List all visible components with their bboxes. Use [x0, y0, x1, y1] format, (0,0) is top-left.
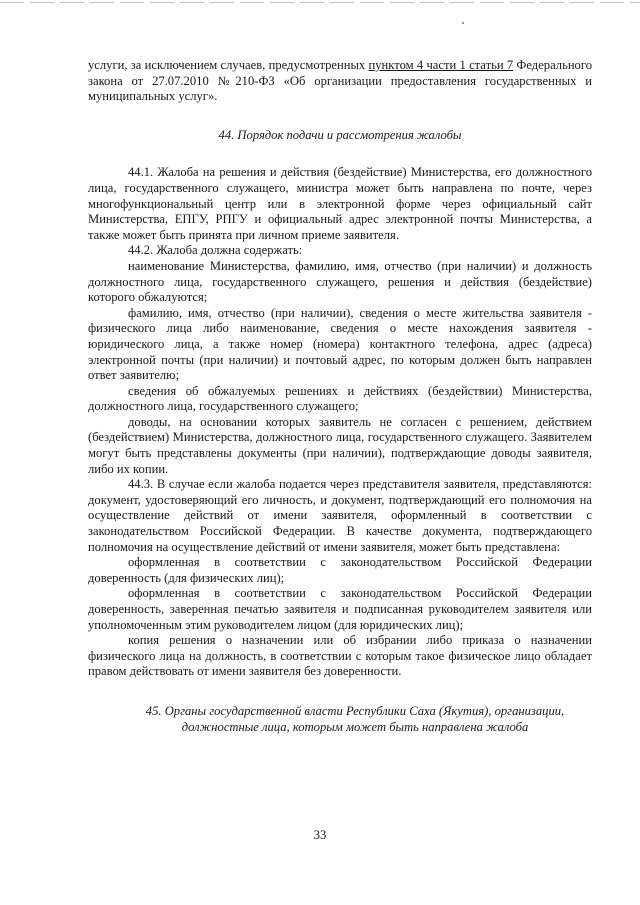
list-item-44-3-legal-entity: оформленная в соответствии с законодательством Российской Федерации доверенность, заверенная печатью заявителя и подписанная руководителем заявителя или уполномоченным этим руководителем лицом (для юридических лиц); [88, 586, 592, 632]
scan-speck [462, 22, 464, 24]
page-number: 33 [313, 828, 327, 842]
list-item-44-2-decisions: сведения об обжалуемых решениях и действиях (бездействии) Министерства, должностного лица, государственного служащего; [88, 383, 592, 414]
document-body [88, 58, 592, 735]
paragraph-44-1: 44.1. Жалоба на решения и действия (бездействие) Министерства, его должностного лица, государственного служащего, министра может быть направлена по почте, через многофункциональный центр или в электронной форме через официальный сайт Министерства, ЕПГУ, РПГУ и официальный адрес электронной почты Министерства, а также может быть принята при личном приеме заявителя. [88, 165, 592, 242]
paragraph-44-2: 44.2. Жалоба должна содержать: [128, 243, 303, 258]
paragraph-44-3: 44.3. В случае если жалоба подается через представителя заявителя, представляются: документ, удостоверяющий его личность, и документ, подтверждающий его полномочия на осуществление действий от имени заявителя, оформленный в соответствии с законодательством Российской Федерации. В качестве документа, подтверждающего полномочия на осуществление действий от имени заявителя, может быть представлена: [88, 477, 592, 554]
list-item-44-2-applicant: фамилию, имя, отчество (при наличии), сведения о месте жительства заявителя - физического лица либо наименование, сведения о месте нахождения заявителя - юридического лица, а также номер (номера) контактного телефона, адрес (адреса) электронной почты (при наличии) и почтовый адрес, по которым должен быть направлен ответ заявителю; [88, 305, 592, 383]
law-reference-link[interactable]: пунктом 4 части 1 статьи 7 [368, 58, 514, 72]
section-45-heading: 45. Органы государственной власти Республики Саха (Якутия), организации, должностные лица, которым может быть направлена жалоба [145, 703, 565, 734]
list-item-44-2-name: наименование Министерства, фамилию, имя, отчество (при наличии) и должность должностного лица, государственного служащего, решения и действия (бездействие) которого обжалуются; [88, 258, 592, 305]
intro-text-start: услуги, за исключением случаев, предусмотренных [88, 58, 369, 72]
list-item-44-3-appointment: копия решения о назначении или об избрании либо приказа о назначении физического лица на должность, в соответствии с которым такое физическое лицо обладает правом действовать от имени заявителя без доверенности. [88, 633, 592, 679]
intro-paragraph [88, 58, 592, 105]
section-44-heading: 44. Порядок подачи и рассмотрения жалобы [218, 127, 462, 142]
list-item-44-2-arguments: доводы, на основании которых заявитель не согласен с решением, действием (бездействием) Министерства, должностного лица, государственного служащего. Заявителем могут быть представлены документы (при наличии), подтверждающие доводы заявителя, либо их копии. [88, 414, 592, 476]
scan-edge-line [0, 2, 640, 3]
list-item-44-3-individual: оформленная в соответствии с законодательством Российской Федерации доверенность (для физических лиц); [88, 555, 592, 585]
intro-text-end: Федерального закона от 27.07.2010 №210-ФЗ «Об организации предоставления государственных и муниципальных услуг». [88, 58, 592, 104]
